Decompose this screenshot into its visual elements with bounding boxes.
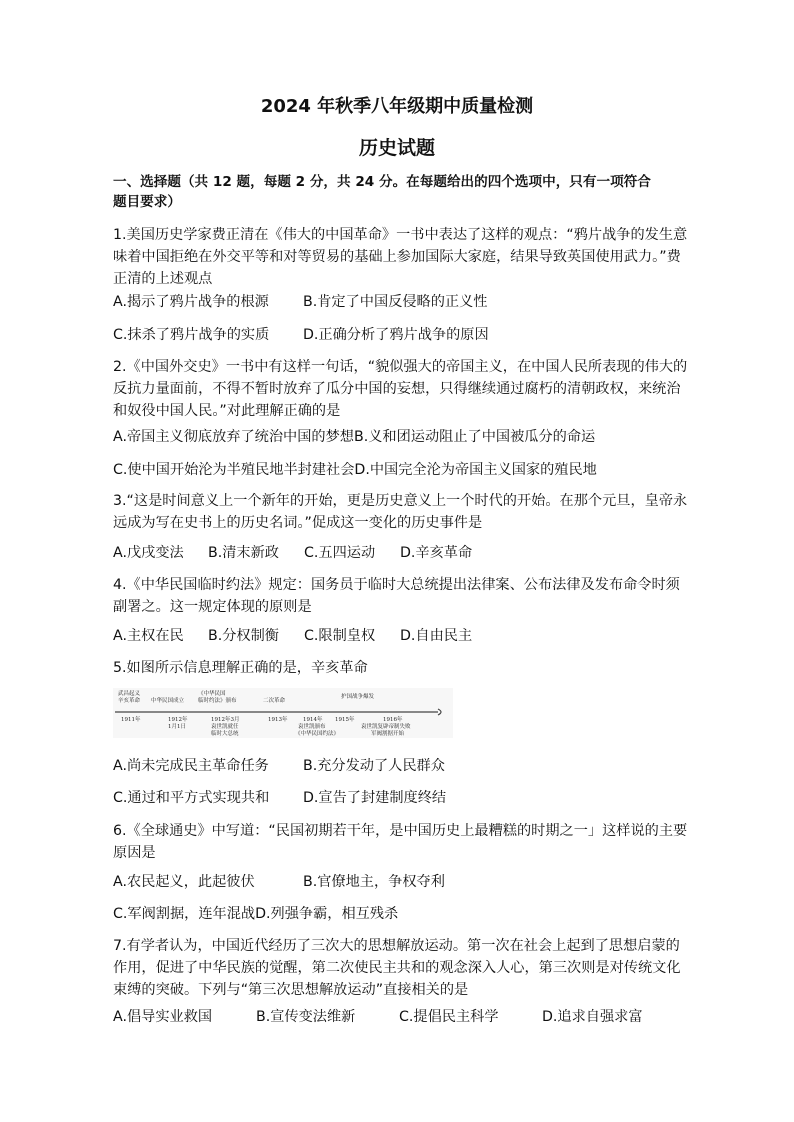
question-2-options-row1 xyxy=(113,427,595,447)
timeline-label-warlords-begin: 军阀割据开始 xyxy=(371,731,405,737)
timeline-label-roc-founded: 中华民国成立 xyxy=(151,698,185,704)
question-6-stem: 6.《全球通史》中写道：“民国初期若干年，是中国历史上最糟糕的时期之一」这样说的主要原因是 xyxy=(113,823,688,861)
question-3-option-b[interactable]: B.清末新政 xyxy=(208,545,279,561)
timeline-year-1913: 1913年 xyxy=(268,717,288,723)
question-2-option-b[interactable]: B.义和团运动阻止了中国被瓜分的命运 xyxy=(353,429,596,445)
question-3-options xyxy=(113,543,472,563)
question-7-option-b[interactable]: B.宣传变法维新 xyxy=(256,1009,356,1025)
question-6-option-a[interactable]: A.农民起义，此起彼伏 xyxy=(113,874,255,890)
question-7-option-a[interactable]: A.倡导实业救国 xyxy=(113,1009,213,1025)
timeline-label-yuan-constitution-2: 《中华民国约法》 xyxy=(295,731,340,737)
history-timeline-figure xyxy=(113,688,453,738)
question-4-option-b[interactable]: B.分权制衡 xyxy=(208,628,279,644)
question-3-option-a[interactable]: A.戊戌变法 xyxy=(113,545,184,561)
timeline-label-yuan-constitution-1: 袁世凯颁布 xyxy=(298,724,326,730)
question-4-option-a[interactable]: A.主权在民 xyxy=(113,628,184,644)
timeline-label-xinhai: 辛亥革命 xyxy=(118,698,141,704)
timeline-label-provisional-2: 临时约法》颁布 xyxy=(198,698,237,704)
timeline-year-1911: 1911年 xyxy=(121,717,141,723)
timeline-year-1916: 1916年 xyxy=(383,717,403,723)
section-heading xyxy=(113,172,693,212)
question-2-stem: 2.《中国外交史》一书中有这样一句话，“貌似强大的帝国主义，在中国人民所表现的伟大的反抗力量面前，不得不暂时放弃了瓜分中国的妄想，只得继续通过腐朽的清朝政权，来统治和奴役中国人民。”对此理解正确的是 xyxy=(113,359,688,419)
timeline-label-restoration-failure: 袁世凯复辟帝制失败 xyxy=(361,724,411,730)
question-7-option-d[interactable]: D.追求自强求富 xyxy=(542,1009,643,1025)
question-3-option-d[interactable]: D.辛亥革命 xyxy=(400,545,473,561)
timeline-label-provisional-1: 《中华民国 xyxy=(198,691,226,697)
timeline-label-second-revolution: 二次革命 xyxy=(263,698,286,704)
question-7-option-c[interactable]: C.提倡民主科学 xyxy=(399,1009,499,1025)
question-5-options-row1 xyxy=(113,756,445,776)
section-heading-line1: 一、选择题（共 12 题，每题 2 分，共 24 分。在每题给出的四个选项中，只有一项符合 xyxy=(113,174,651,190)
question-5-stem: 5.如图所示信息理解正确的是，辛亥革命 xyxy=(113,660,368,676)
question-2-option-d[interactable]: D.中国完全沦为帝国主义国家的殖民地 xyxy=(354,462,597,478)
question-2-option-a[interactable]: A.帝国主义彻底放弃了统治中国的梦想 xyxy=(113,429,354,445)
timeline-label-national-protection: 护国战争爆发 xyxy=(341,694,375,700)
question-5-options-row2 xyxy=(113,788,446,808)
question-2-option-c[interactable]: C.使中国开始沦为半殖民地半封建社会 xyxy=(113,462,355,478)
question-7-options xyxy=(113,1007,643,1027)
timeline-year-1914: 1914年 xyxy=(303,717,323,723)
question-6-options-row2 xyxy=(113,904,398,924)
question-4-option-d[interactable]: D.自由民主 xyxy=(400,628,473,644)
question-6-option-d[interactable]: D.列强争霸，相互残杀 xyxy=(255,906,399,922)
timeline-label-yuan-president-1: 袁世凯就任 xyxy=(211,724,239,730)
question-4-option-c[interactable]: C.限制皇权 xyxy=(304,628,376,644)
question-4-options xyxy=(113,626,472,646)
question-7-stem: 7.有学者认为，中国近代经历了三次大的思想解放运动。第一次在社会上起到了思想启蒙的作用，促进了中华民族的觉醒，第二次使民主共和的观念深入人心，第三次则是对传统文化束缚的突破。下列与“第三次思想解放运动”直接相关的是 xyxy=(113,938,681,998)
timeline-label-wuchang: 武昌起义 xyxy=(118,691,141,697)
question-3-stem: 3.“这是时间意义上一个新年的开始，更是历史意义上一个时代的开始。在那个元旦，皇帝永远成为写在史书上的历史名词。”促成这一变化的历史事件是 xyxy=(113,493,688,531)
question-6-option-c[interactable]: C.军阀割据，连年混战 xyxy=(113,906,256,922)
question-1-option-c[interactable]: C.抹杀了鸦片战争的实质 xyxy=(113,327,270,343)
question-3-option-c[interactable]: C.五四运动 xyxy=(304,545,376,561)
question-1-options-row1 xyxy=(113,292,488,312)
question-1-option-b[interactable]: B.肯定了中国反侵略的正义性 xyxy=(303,294,488,310)
question-1-stem: 1.美国历史学家费正清在《伟大的中国革命》一书中表达了这样的观点：“鸦片战争的发生意味着中国拒绝在外交平等和对等贸易的基础上参加国际大家庭，结果导致英国使用武力。”费正清的上述观点 xyxy=(113,227,688,287)
exam-title: 2024 年秋季八年级期中质量检测 xyxy=(260,96,534,117)
question-5-option-a[interactable]: A.尚未完成民主革命任务 xyxy=(113,758,269,774)
timeline-year-1915: 1915年 xyxy=(335,717,355,723)
question-5-option-d[interactable]: D.宣告了封建制度终结 xyxy=(303,790,447,806)
question-1-option-d[interactable]: D.正确分析了鸦片战争的原因 xyxy=(303,327,489,343)
question-1-option-a[interactable]: A.揭示了鸦片战争的根源 xyxy=(113,294,269,310)
question-2-options-row2 xyxy=(113,460,597,480)
question-5-option-c[interactable]: C.通过和平方式实现共和 xyxy=(113,790,270,806)
question-6-options-row1 xyxy=(113,872,445,892)
subject-title: 历史试题 xyxy=(358,137,435,159)
timeline-year-1912: 1912年 xyxy=(168,717,188,723)
question-4-stem: 4.《中华民国临时约法》规定：国务员于临时大总统提出法律案、公布法律及发布命令时须副署之。这一规定体现的原则是 xyxy=(113,577,680,615)
timeline-year-1912-march: 1912年3月 xyxy=(211,717,240,723)
question-6-option-b[interactable]: B.官僚地主，争权夺利 xyxy=(303,874,445,890)
section-heading-line2: 题目要求） xyxy=(113,194,181,210)
timeline-label-yuan-president-2: 临时大总统 xyxy=(211,731,239,737)
timeline-date-jan1: 1月1日 xyxy=(168,724,186,730)
question-5-option-b[interactable]: B.充分发动了人民群众 xyxy=(303,758,445,774)
question-1-options-row2 xyxy=(113,325,489,345)
